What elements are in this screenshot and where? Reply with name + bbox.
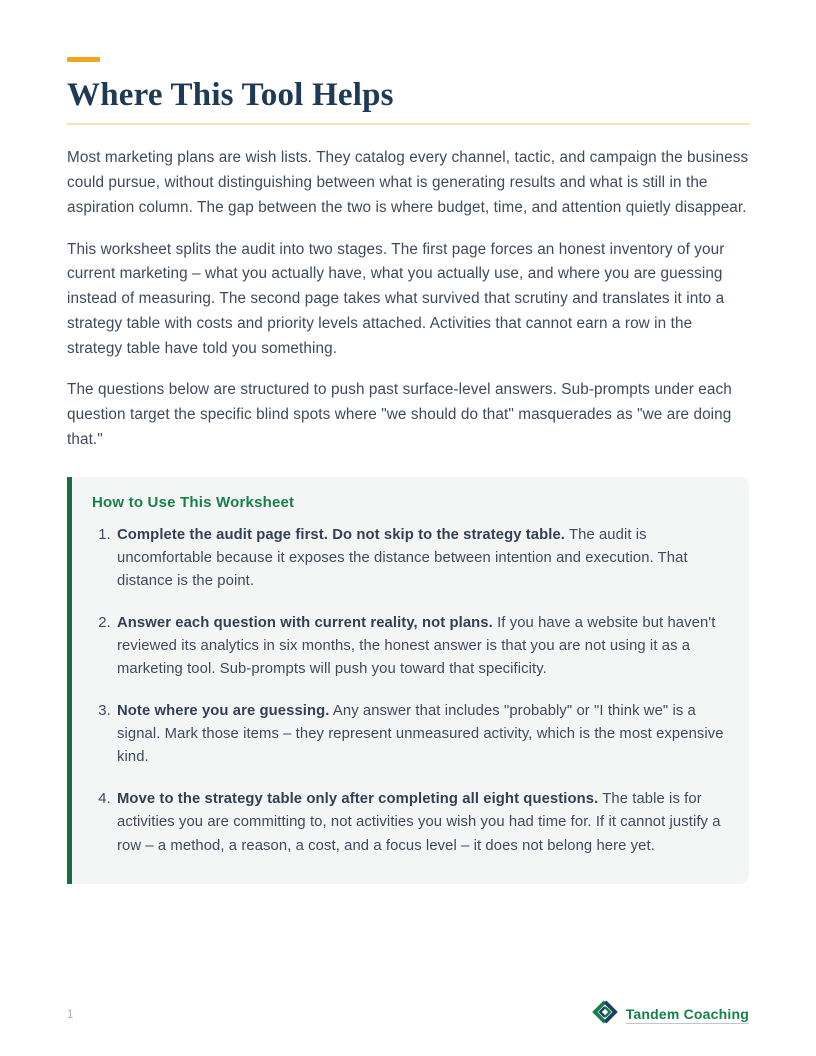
- list-item: [115, 612, 724, 681]
- list-item-lead: Note where you are guessing.: [117, 703, 330, 720]
- list-item-lead: Complete the audit page first. Do not skip to the strategy table.: [117, 526, 565, 543]
- callout-list: [92, 524, 724, 858]
- page-footer: [67, 999, 749, 1030]
- page-title: Where This Tool Helps: [67, 77, 394, 113]
- how-to-use-callout: [67, 477, 749, 884]
- brand-logo: [592, 999, 749, 1030]
- list-item-text: Any answer that includes "probably" or "I think we" is a signal. Mark those items – they represent unmeasured activity, which is the most expensive kind.: [117, 703, 724, 766]
- list-item: [115, 524, 724, 593]
- body-paragraph: This worksheet splits the audit into two stages. The first page forces an honest inventory of your current marketing – what you actually have, what you actually use, and where you are guessing instead of measuring. The second page takes what survived that scrutiny and translates it into a strategy table with costs and priority levels attached. Activities that cannot earn a row in the strategy table have told you something.: [67, 240, 725, 357]
- brand-name: Tandem Coaching: [625, 1005, 749, 1022]
- tandem-diamond-icon: [592, 999, 618, 1030]
- list-item-text: The audit is uncomfortable because it exposes the distance between intention and execution. That distance is the point.: [117, 526, 688, 589]
- accent-bar: [67, 57, 100, 62]
- list-item-lead: Answer each question with current reality, not plans.: [117, 614, 493, 631]
- list-item-lead: Move to the strategy table only after completing all eight questions.: [117, 791, 599, 808]
- list-item: [115, 700, 724, 769]
- body-paragraph: Most marketing plans are wish lists. They catalog every channel, tactic, and campaign the business could pursue, without distinguishing between what is generating results and what is still in the aspiration column. The gap between the two is where budget, time, and attention quietly disappear.: [67, 149, 749, 216]
- body-paragraph: The questions below are structured to push past surface-level answers. Sub-prompts under each question target the specific blind spots where "we should do that" masquerades as "we are doing that.": [67, 381, 732, 448]
- list-item: [115, 788, 724, 857]
- list-item-text: The table is for activities you are committing to, not activities you wish you had time for. If it cannot justify a row – a method, a reason, a cost, and a focus level – it does not belong here yet.: [117, 791, 721, 854]
- title-divider: [67, 123, 749, 125]
- page-number: 1: [67, 1008, 74, 1021]
- list-item-text: If you have a website but haven't reviewed its analytics in six months, the honest answer is that you are not using it as a marketing tool. Sub-prompts will push you toward that specificity.: [117, 614, 716, 678]
- callout-heading: How to Use This Worksheet: [92, 493, 295, 511]
